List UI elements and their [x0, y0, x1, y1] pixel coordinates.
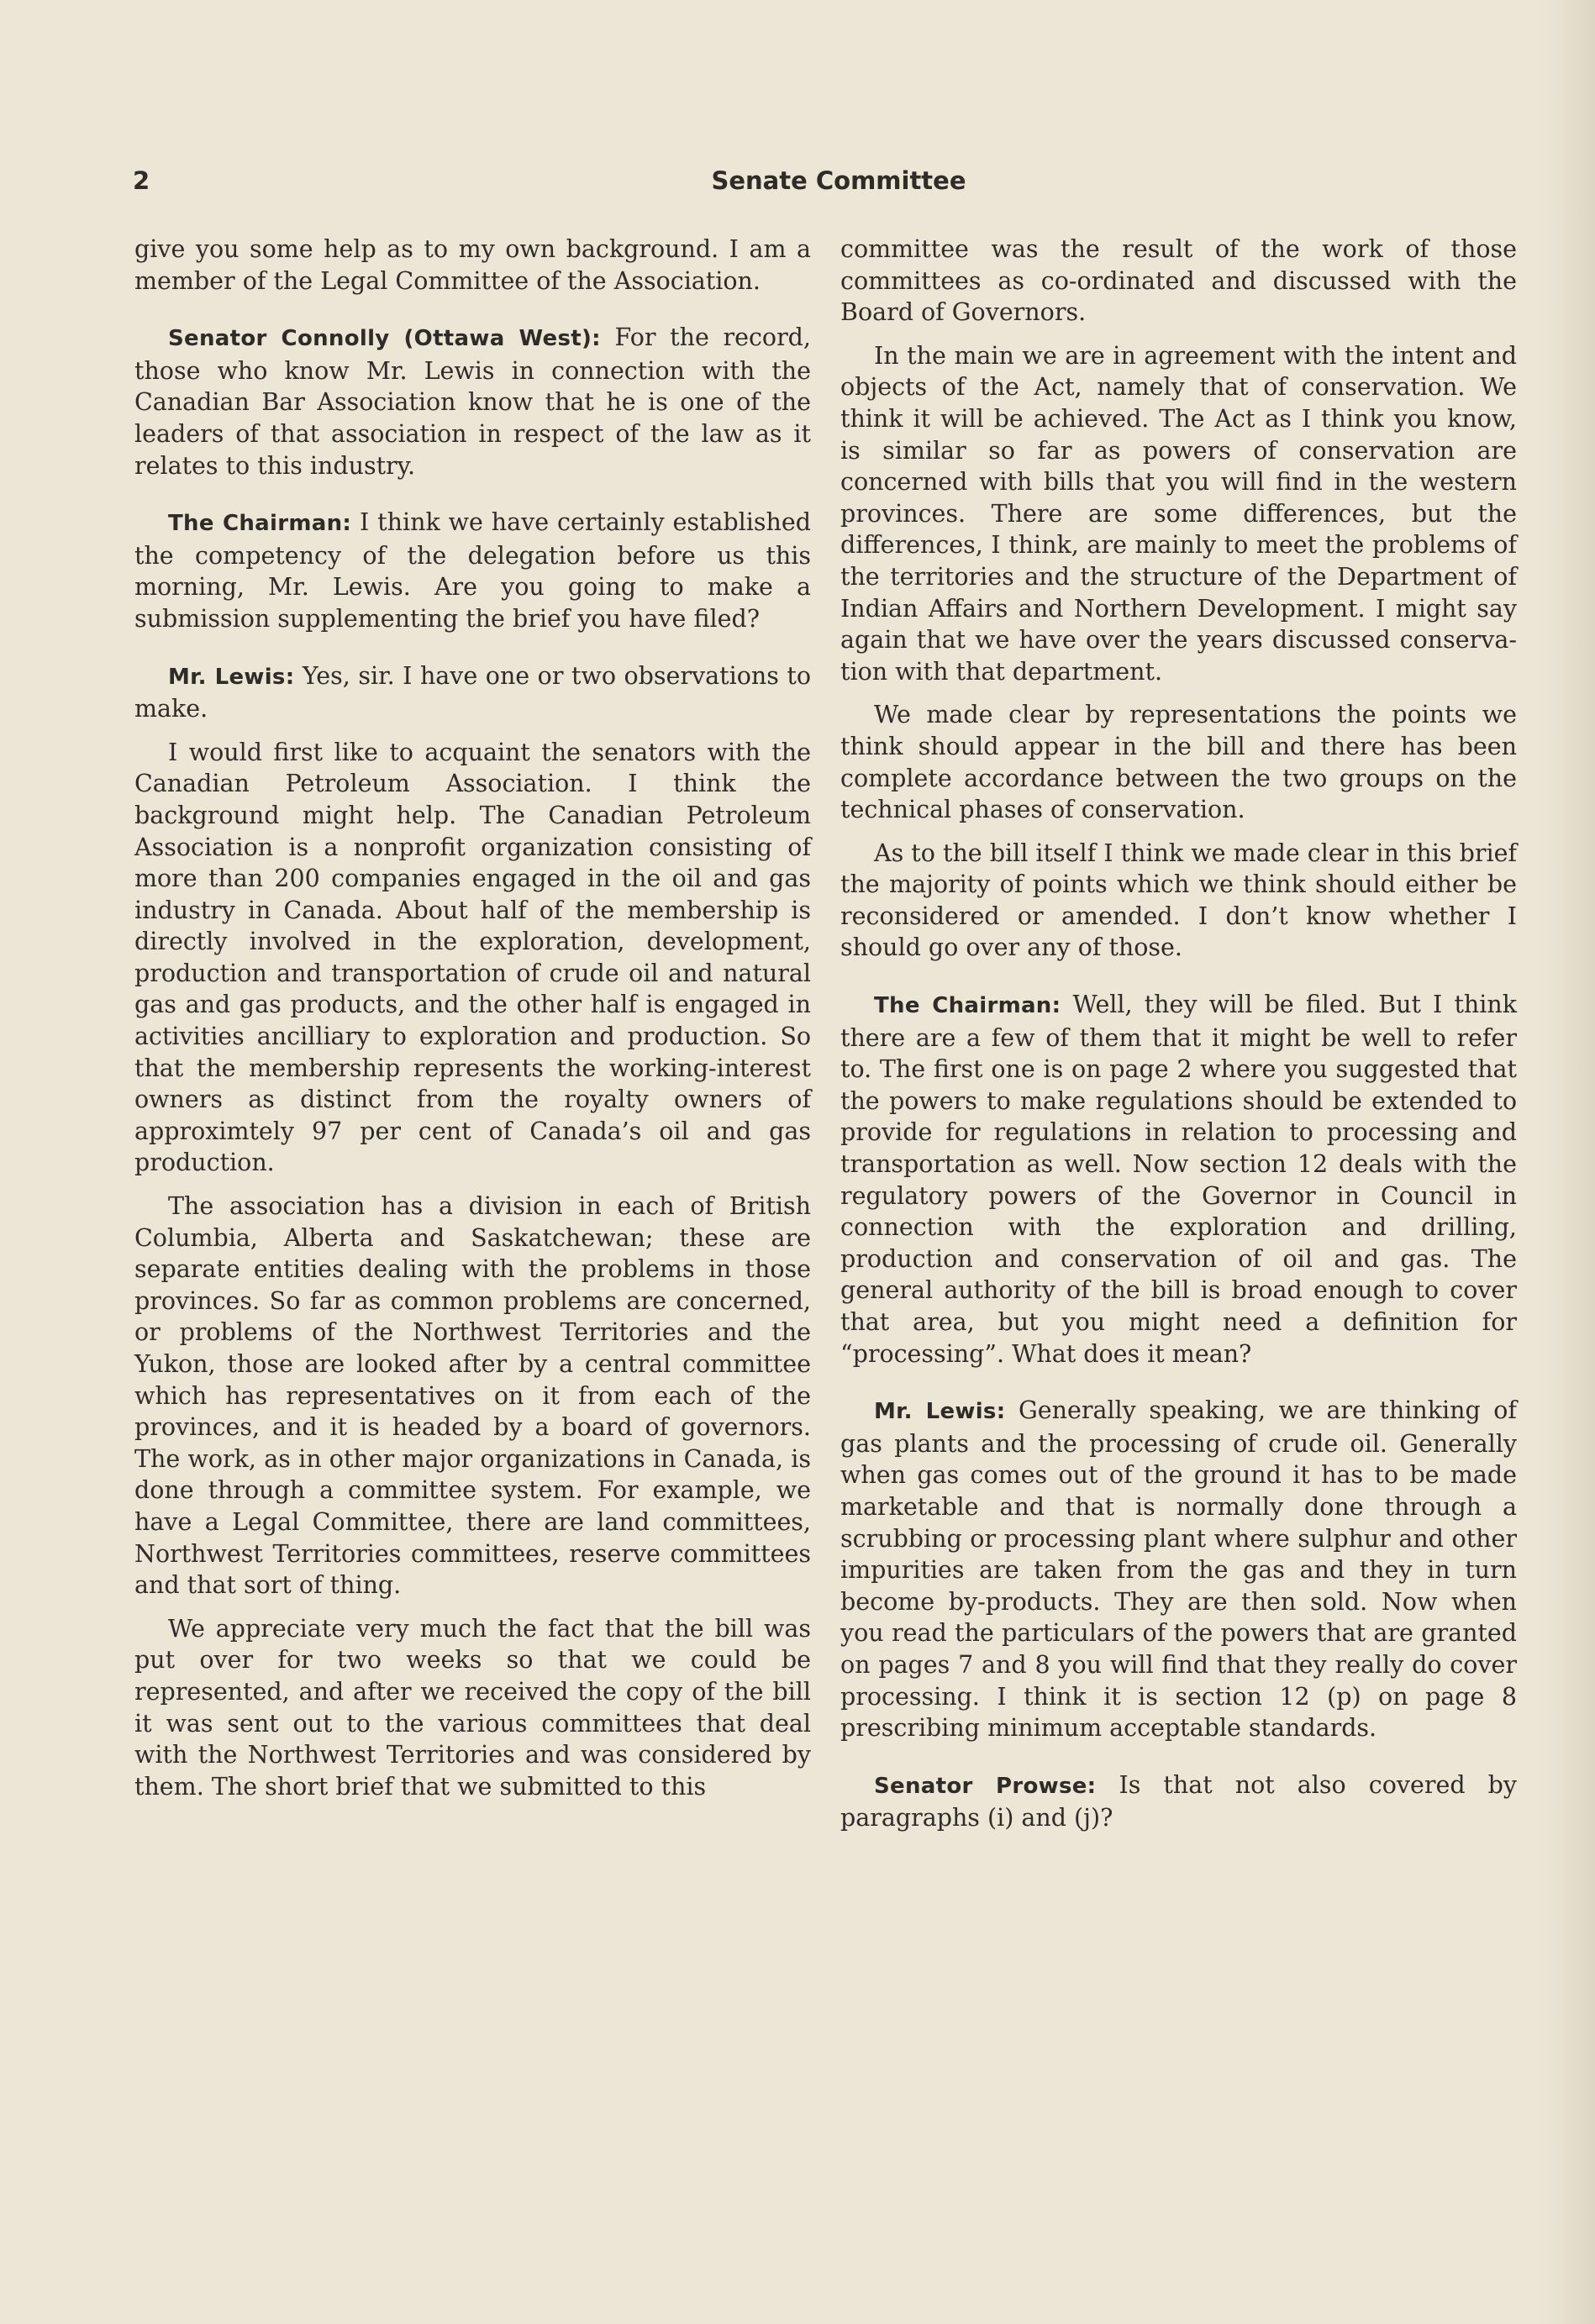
paragraph-text: Generally speaking, we are thinking of gas plants and the processing of crude oil. Generally when gas comes out of the ground it has to be made marketable and that is normally done through a scrubbing or processing plant where sulphur and other impurities are taken from the gas and they in turn become by-products. They are then sold. Now when you read the particulars of the powers that are granted on pages 7 and 8 you will find that they really do cover processing. I think it is section 12 (p) on page 8 prescribing minimum acceptable standards. [840, 1396, 1517, 1743]
paragraph-text: In the main we are in agreement with the intent and objects of the Act, namely that of conservation. We think it will be achieved. The Act as I think you know, is similar so far as powers of conservation are concerned with bills that you will find in the western provinces. There are some differences, but the differences, I think, are mainly to meet the problems of the territories and the structure of the Department of Indian Affairs and Northern Development. I might say again that we have over the years discussed conservation with that department. [840, 341, 1517, 686]
speaker-name: Mr. Lewis: [874, 1399, 1006, 1425]
paragraph-text: I think we have certainly established the competency of the delegation before us this morning, Mr. Lewis. Are you going to make a submission supplementing the brief you have filed? [134, 508, 811, 633]
paragraph [840, 234, 1517, 329]
paragraph [840, 838, 1517, 964]
running-head: Senate Committee [711, 166, 966, 195]
paragraph [134, 1191, 811, 1601]
paragraph-text: We made clear by representations the points we think should appear in the bill and there has been complete accordance between the two groups on the technical phases of conservation. [840, 701, 1517, 824]
left-column [134, 234, 811, 1814]
paragraph [134, 1613, 811, 1803]
paragraph-text: give you some help as to my own background. I am a member of the Legal Committee of the Association. [134, 235, 811, 295]
paragraph-text: I would first like to acquaint the senators with the Canadian Petroleum Association. I think the background might help. The Canadian Petroleum Association is a nonprofit organization consisting of more than 200 companies engaged in the oil and gas industry in Canada. About half of the membership is directly involved in the exploration, development, production and transportation of crude oil and natural gas and gas products, and the other half is engaged in activities ancilliary to exploration and production. So that the membership represents the working-interest owners as distinct from the royalty owners of approximtely 97 per cent of Canada’s oil and gas production. [134, 738, 811, 1177]
paragraph-text: As to the bill itself I think we made clear in this brief the majority of points which we think should either be reconsidered or amended. I don’t know whether I should go over any of those. [840, 839, 1517, 962]
speaker-name: Senator Prowse: [874, 1773, 1097, 1799]
paragraph [840, 340, 1517, 688]
page-number: 2 [133, 166, 150, 195]
speaker-name: The Chairman: [874, 993, 1061, 1019]
paragraph [840, 1769, 1517, 1834]
page-header [133, 166, 1511, 202]
speaker-name: Mr. Lewis: [168, 664, 295, 690]
page-edge-shadow [1536, 0, 1595, 2324]
paragraph [134, 234, 811, 297]
paragraph [134, 660, 811, 725]
paragraph-text: Yes, sir. I have one or two observations to make. [134, 661, 811, 723]
paragraph-text: Is that not also covered by paragraphs (i) and (j)? [840, 1770, 1517, 1832]
paragraph-text: For the record, those who know Mr. Lewis in connection with the Canadian Bar Association know that he is one of the leaders of that association in respect of the law as it relates to this industry. [134, 323, 811, 480]
speaker-name: The Chairman: [168, 511, 352, 537]
right-column [840, 234, 1517, 1846]
paragraph [840, 1395, 1517, 1744]
paragraph-text: The association has a division in each of British Columbia, Alberta and Saskatchewan; these are separate entities dealing with the problems in those provinces. So far as common problems are concerned, or problems of the Northwest Territories and the Yukon, those are looked after by a central committee which has representatives on it from each of the provinces, and it is headed by a board of governors. The work, as in other major organizations in Canada, is done through a committee system. For example, we have a Legal Committee, there are land committees, Northwest Territories committees, reserve committees and that sort of thing. [134, 1192, 811, 1600]
paragraph [840, 989, 1517, 1370]
paragraph [134, 737, 811, 1179]
speaker-name: Senator Connolly (Ottawa West): [168, 326, 601, 352]
paragraph-text: We appreciate very much the fact that the bill was put over for two weeks so that we could be represented, and after we received the copy of the bill it was sent out to the various committees that deal with the Northwest Territories and was considered by them. The short brief that we submitted to this [134, 1614, 811, 1801]
paragraph [840, 699, 1517, 825]
paragraph [134, 507, 811, 634]
paragraph [134, 322, 811, 481]
paragraph-text: committee was the result of the work of those committees as co-ordinated and discussed with the Board of Governors. [840, 235, 1517, 327]
paragraph-text: Well, they will be filed. But I think there are a few of them that it might be well to refer to. The first one is on page 2 where you suggested that the powers to make regulations should be extended to provide for regulations in relation to processing and transportation as well. Now section 12 deals with the regulatory powers of the Governor in Council in connection with the exploration and drilling, production and conservation of oil and gas. The general authority of the bill is broad enough to cover that area, but you might need a definition for “processing”. What does it mean? [840, 991, 1517, 1368]
